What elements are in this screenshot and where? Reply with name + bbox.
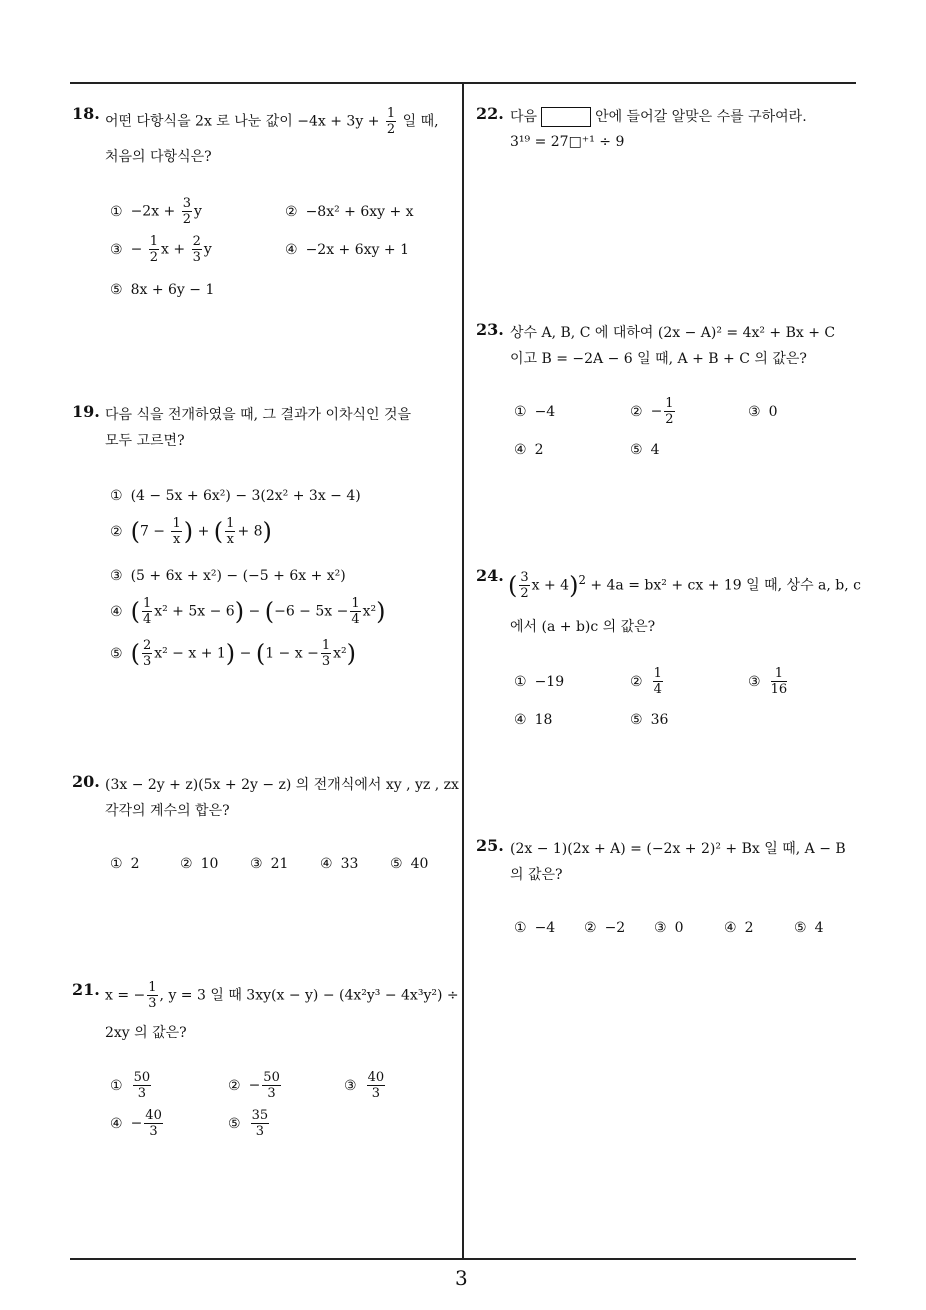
- page-number: 3: [455, 1266, 468, 1290]
- q18-choice-1[interactable]: ① −2x + $\frac{3}{2}$ y: [110, 196, 202, 227]
- bottom-rule: [70, 1258, 856, 1260]
- question-24-number: 24.: [476, 566, 504, 585]
- q25-choice-4[interactable]: ④ 2: [724, 920, 754, 936]
- q21-choice-3[interactable]: ③ $\frac{40}{3}$: [344, 1070, 385, 1101]
- question-22-number: 22.: [476, 104, 504, 123]
- q21-choice-2[interactable]: ② − $\frac{50}{3}$: [228, 1070, 280, 1101]
- question-21-number: 21.: [72, 980, 100, 999]
- question-22-equation: 3¹⁹ = 27□⁺¹ ÷ 9: [510, 134, 625, 150]
- q20-choice-4[interactable]: ④ 33: [320, 856, 359, 872]
- q25-choice-5[interactable]: ⑤ 4: [794, 920, 824, 936]
- q24-choice-4[interactable]: ④ 18: [514, 712, 553, 728]
- q18-choice-2[interactable]: ② −8x² + 6xy + x: [285, 204, 414, 220]
- q23-choice-3[interactable]: ③ 0: [748, 404, 778, 420]
- question-23-line1: 상수 A, B, C 에 대하여 (2x − A)² = 4x² + Bx + C: [510, 325, 836, 341]
- question-18-number: 18.: [72, 104, 100, 123]
- question-25-number: 25.: [476, 836, 504, 855]
- q19-choice-4[interactable]: ④ ( $\frac{1}{4}$ x² + 5x − 6) − (−6 − 5x − $\frac{1}{4}$ x²): [110, 596, 386, 627]
- question-19-line1: 다음 식을 전개하였을 때, 그 결과가 이차식인 것을: [105, 407, 412, 423]
- q20-choice-5[interactable]: ⑤ 40: [390, 856, 429, 872]
- question-21-line2: 2xy 의 값은?: [105, 1025, 187, 1041]
- q18-choice-4[interactable]: ④ −2x + 6xy + 1: [285, 242, 409, 258]
- q25-choice-1[interactable]: ① −4: [514, 920, 556, 936]
- q20-choice-2[interactable]: ② 10: [180, 856, 219, 872]
- q20-choice-1[interactable]: ① 2: [110, 856, 140, 872]
- column-divider: [462, 82, 464, 1260]
- question-20-number: 20.: [72, 772, 100, 791]
- q23-choice-4[interactable]: ④ 2: [514, 442, 544, 458]
- q21-choice-4[interactable]: ④ − $\frac{40}{3}$: [110, 1108, 162, 1139]
- question-20-line1: (3x − 2y + z)(5x + 2y − z) 의 전개식에서 xy , yz , zx: [105, 777, 459, 793]
- q23-choice-1[interactable]: ① −4: [514, 404, 556, 420]
- question-22-line1: 다음 안에 들어갈 알맞은 수를 구하여라.: [510, 109, 807, 125]
- question-23-number: 23.: [476, 320, 504, 339]
- q25-choice-3[interactable]: ③ 0: [654, 920, 684, 936]
- q19-choice-1[interactable]: ① (4 − 5x + 6x²) − 3(2x² + 3x − 4): [110, 488, 361, 504]
- question-18-line2: 처음의 다항식은?: [105, 149, 212, 165]
- q24-choice-3[interactable]: ③ $\frac{1}{16}$: [748, 666, 788, 697]
- question-24-line1: ( $\frac{3}{2}$ x + 4)$^2$ + 4a = bx² + cx + 19 일 때, 상수 a, b, c: [508, 570, 861, 601]
- q19-choice-3[interactable]: ③ (5 + 6x + x²) − (−5 + 6x + x²): [110, 568, 346, 584]
- q18-choice-5[interactable]: ⑤ 8x + 6y − 1: [110, 282, 215, 298]
- q24-choice-2[interactable]: ② $\frac{1}{4}$: [630, 666, 662, 697]
- question-18-line1: 어떤 다항식을 2x 로 나눈 값이 −4x + 3y + $\frac{1}{2}$ 일 때,: [105, 106, 439, 137]
- question-19-line2: 모두 고르면?: [105, 433, 185, 449]
- q25-choice-2[interactable]: ② −2: [584, 920, 626, 936]
- answer-blank-box: [541, 107, 591, 127]
- question-25-line2: 의 값은?: [510, 867, 563, 883]
- q18-choice-3[interactable]: ③ − $\frac{1}{2}$ x + $\frac{2}{3}$ y: [110, 234, 212, 265]
- q21-choice-1[interactable]: ① $\frac{50}{3}$: [110, 1070, 151, 1101]
- q20-choice-3[interactable]: ③ 21: [250, 856, 289, 872]
- q24-choice-5[interactable]: ⑤ 36: [630, 712, 669, 728]
- q23-choice-5[interactable]: ⑤ 4: [630, 442, 660, 458]
- question-25-line1: (2x − 1)(2x + A) = (−2x + 2)² + Bx 일 때, A − B: [510, 841, 846, 857]
- q19-choice-5[interactable]: ⑤ ( $\frac{2}{3}$ x² − x + 1) − (1 − x − $\frac{1}{3}$ x²): [110, 638, 356, 669]
- question-19-number: 19.: [72, 402, 100, 421]
- question-23-line2: 이고 B = −2A − 6 일 때, A + B + C 의 값은?: [510, 351, 807, 367]
- q19-choice-2[interactable]: ② (7 − $\frac{1}{x}$ ) + ( $\frac{1}{x}$ + 8): [110, 516, 272, 547]
- q24-choice-1[interactable]: ① −19: [514, 674, 565, 690]
- q23-choice-2[interactable]: ② − $\frac{1}{2}$: [630, 396, 674, 427]
- q21-choice-5[interactable]: ⑤ $\frac{35}{3}$: [228, 1108, 269, 1139]
- question-21-line1: x = − $\frac{1}{3}$ , y = 3 일 때 3xy(x − y) − (4x²y³ − 4x³y²) ÷: [105, 980, 459, 1011]
- question-24-line2: 에서 (a + b)c 의 값은?: [510, 619, 656, 635]
- question-20-line2: 각각의 계수의 합은?: [105, 803, 230, 819]
